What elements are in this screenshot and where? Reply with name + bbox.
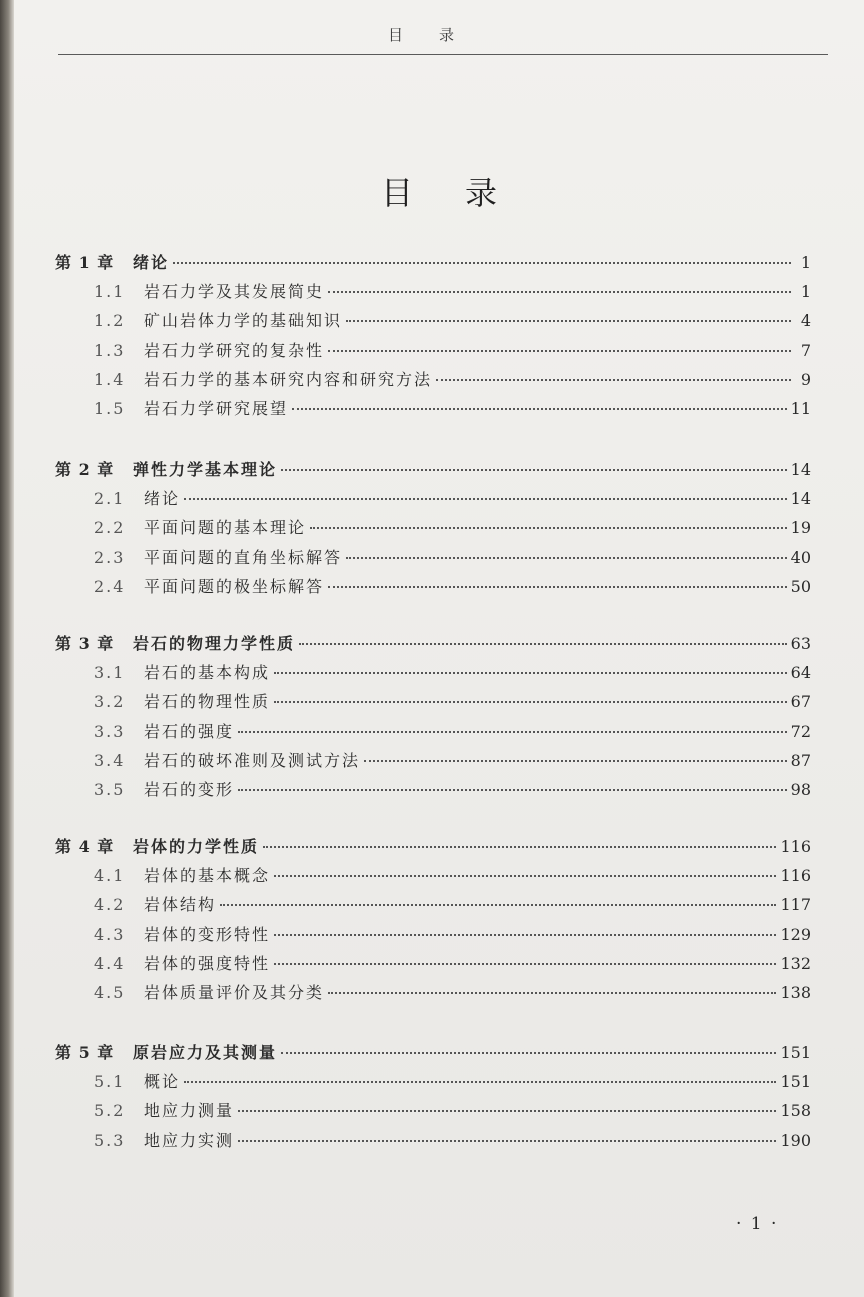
toc-chapter-entry [55, 1040, 811, 1066]
toc-chapter-entry [55, 457, 811, 483]
section-number: 5.2 [94, 1101, 126, 1121]
section-title: 平面问题的基本理论 [144, 518, 307, 538]
toc-section-entry [94, 515, 811, 541]
toc-section-entry [94, 980, 811, 1006]
chapter-title: 岩体的力学性质 [133, 837, 260, 856]
dot-leader [346, 319, 791, 322]
section-title: 岩体结构 [144, 895, 217, 915]
dot-leader [238, 1139, 776, 1142]
toc-section-entry [94, 777, 811, 803]
section-title: 岩石的变形 [144, 780, 235, 800]
chapter-title: 绪论 [133, 253, 170, 272]
section-title: 概论 [144, 1072, 181, 1091]
dot-leader [238, 1109, 776, 1112]
toc-chapter-entry [55, 631, 811, 657]
section-number: 2.1 [94, 489, 126, 508]
section-page-number: 1 [800, 282, 811, 301]
toc-section-entry [94, 308, 811, 334]
section-page-number: 19 [790, 518, 811, 538]
section-number: 4.1 [94, 866, 126, 885]
section-title: 岩石力学研究的复杂性 [144, 340, 325, 360]
section-title: 绪论 [144, 489, 181, 508]
toc-section-entry [94, 367, 811, 393]
section-page-number: 64 [790, 663, 811, 682]
chapter-page-number: 116 [780, 837, 811, 856]
dot-leader [346, 556, 787, 559]
section-number: 5.3 [94, 1130, 126, 1150]
toc-section-entry [94, 863, 811, 889]
section-number: 4.5 [94, 983, 126, 1003]
section-page-number: 9 [800, 369, 811, 389]
section-title: 岩体的变形特性 [144, 924, 271, 944]
dot-leader [274, 933, 776, 936]
section-page-number: 7 [800, 340, 811, 360]
section-page-number: 4 [800, 311, 811, 331]
book-page [14, 0, 864, 1297]
chapter-number: 第 2 章 [55, 460, 115, 479]
dot-leader [364, 759, 787, 762]
toc-section-entry [94, 279, 811, 305]
dot-leader [184, 497, 787, 500]
section-number: 4.2 [94, 895, 126, 915]
toc-section-entry [94, 574, 811, 600]
section-number: 4.3 [94, 924, 126, 944]
section-page-number: 72 [790, 721, 811, 741]
chapter-title: 原岩应力及其测量 [133, 1043, 278, 1062]
section-page-number: 98 [790, 780, 811, 800]
section-title: 岩体的基本概念 [144, 866, 271, 885]
section-number: 2.3 [94, 547, 126, 567]
section-number: 3.4 [94, 750, 126, 770]
dot-leader [238, 730, 787, 733]
page-title: 目录 [380, 174, 549, 212]
section-title: 矿山岩体力学的基础知识 [144, 311, 343, 331]
chapter-title: 岩石的物理力学性质 [133, 634, 296, 653]
section-page-number: 190 [780, 1130, 811, 1150]
section-title: 岩石力学的基本研究内容和研究方法 [144, 369, 433, 389]
page-number: · 1 · [736, 1214, 779, 1234]
section-number: 1.3 [94, 340, 126, 360]
toc-section-entry [94, 1128, 811, 1154]
section-title: 平面问题的直角坐标解答 [144, 547, 343, 567]
toc-section-entry [94, 660, 811, 686]
book-spine-shadow [0, 0, 14, 1297]
toc-section-entry [94, 689, 811, 715]
dot-leader [220, 903, 776, 906]
toc-section-entry [94, 892, 811, 918]
dot-leader [328, 585, 787, 588]
section-title: 岩石力学研究展望 [144, 399, 289, 419]
toc-section-entry [94, 486, 811, 512]
chapter-number: 第 3 章 [55, 634, 115, 653]
section-number: 2.2 [94, 518, 126, 538]
section-title: 岩石的破坏准则及测试方法 [144, 750, 361, 770]
section-number: 4.4 [94, 953, 126, 973]
section-number: 3.3 [94, 721, 126, 741]
dot-leader [274, 874, 776, 877]
section-number: 1.5 [94, 399, 126, 419]
section-page-number: 50 [790, 576, 811, 596]
section-title: 岩体的强度特性 [144, 953, 271, 973]
dot-leader [328, 290, 791, 293]
dot-leader [263, 845, 776, 848]
toc-section-entry [94, 396, 811, 422]
table-of-contents [14, 0, 864, 1297]
toc-section-entry [94, 922, 811, 948]
dot-leader [238, 788, 787, 791]
chapter-page-number: 1 [800, 253, 811, 272]
dot-leader [274, 700, 787, 703]
dot-leader [436, 378, 791, 381]
section-page-number: 67 [790, 692, 811, 712]
running-head: 目录 [387, 26, 490, 44]
section-page-number: 87 [790, 750, 811, 770]
section-page-number: 138 [780, 983, 811, 1003]
chapter-number: 第 5 章 [55, 1043, 115, 1062]
chapter-number: 第 4 章 [55, 837, 115, 856]
toc-chapter-entry [55, 834, 811, 860]
section-page-number: 117 [780, 895, 811, 915]
section-page-number: 129 [780, 924, 811, 944]
section-number: 3.1 [94, 663, 126, 682]
toc-chapter-entry [55, 250, 811, 276]
section-title: 平面问题的极坐标解答 [144, 576, 325, 596]
section-page-number: 14 [790, 489, 811, 508]
chapter-page-number: 63 [790, 634, 811, 653]
dot-leader [328, 991, 776, 994]
toc-section-entry [94, 719, 811, 745]
chapter-title: 弹性力学基本理论 [133, 460, 278, 479]
chapter-page-number: 151 [780, 1043, 811, 1062]
toc-section-entry [94, 338, 811, 364]
dot-leader [292, 407, 787, 410]
dot-leader [184, 1080, 776, 1083]
section-title: 岩体质量评价及其分类 [144, 983, 325, 1003]
dot-leader [173, 261, 791, 264]
toc-section-entry [94, 545, 811, 571]
toc-section-entry [94, 951, 811, 977]
dot-leader [299, 642, 787, 645]
chapter-number: 第 1 章 [55, 253, 115, 272]
section-page-number: 40 [790, 547, 811, 567]
dot-leader [281, 1051, 776, 1054]
section-page-number: 151 [780, 1072, 811, 1091]
section-title: 岩石的强度 [144, 721, 235, 741]
dot-leader [274, 671, 787, 674]
dot-leader [281, 468, 787, 471]
section-page-number: 158 [780, 1101, 811, 1121]
chapter-page-number: 14 [790, 460, 811, 479]
section-title: 岩石力学及其发展简史 [144, 282, 325, 301]
toc-section-entry [94, 1069, 811, 1095]
section-number: 3.5 [94, 780, 126, 800]
section-page-number: 116 [780, 866, 811, 885]
section-title: 岩石的基本构成 [144, 663, 271, 682]
dot-leader [328, 349, 791, 352]
section-title: 地应力实测 [144, 1130, 235, 1150]
dot-leader [310, 526, 787, 529]
dot-leader [274, 962, 776, 965]
section-title: 地应力测量 [144, 1101, 235, 1121]
section-page-number: 11 [790, 399, 811, 419]
toc-section-entry [94, 1098, 811, 1124]
section-number: 2.4 [94, 576, 126, 596]
section-number: 3.2 [94, 692, 126, 712]
section-number: 1.4 [94, 369, 126, 389]
toc-section-entry [94, 748, 811, 774]
section-page-number: 132 [780, 953, 811, 973]
section-number: 1.2 [94, 311, 126, 331]
section-title: 岩石的物理性质 [144, 692, 271, 712]
section-number: 1.1 [94, 282, 126, 301]
section-number: 5.1 [94, 1072, 126, 1091]
